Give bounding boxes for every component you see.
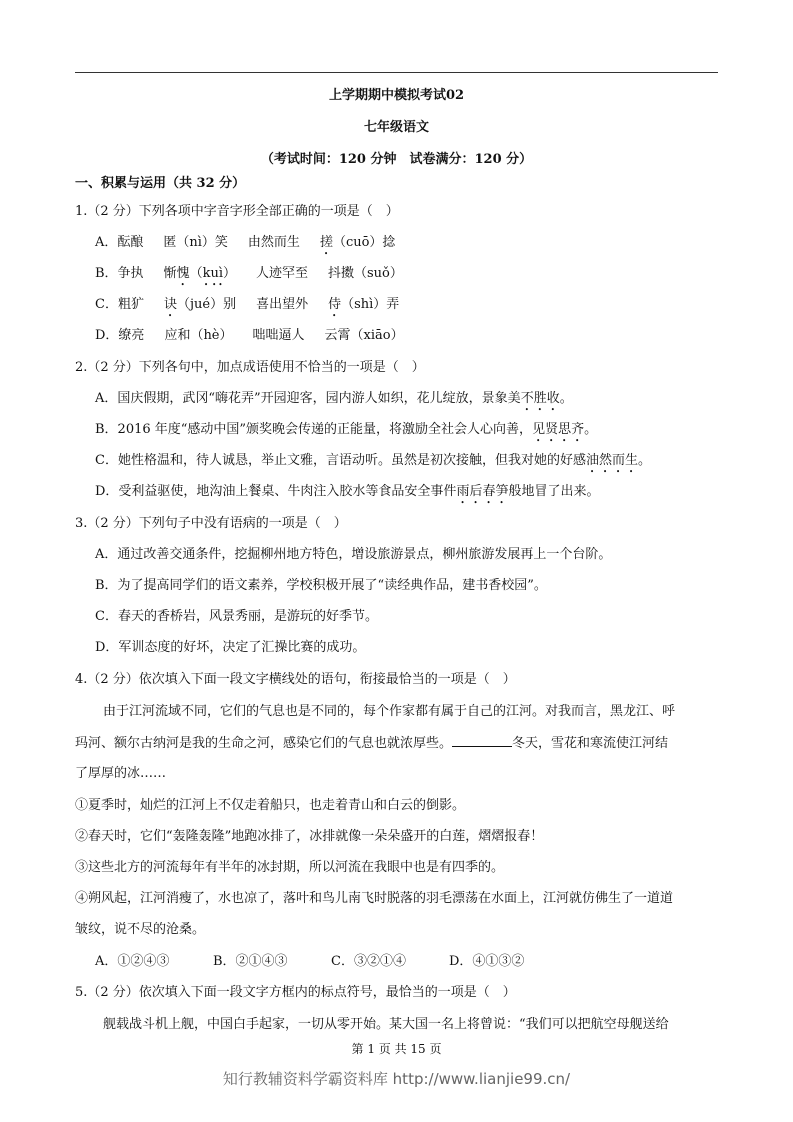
exam-info: （考试时间：120 分钟 试卷满分：120 分） <box>260 152 533 167</box>
question-3-option-a: A．通过改善交通条件，挖掘柳州地方特色，增设旅游景点，柳州旅游发展再上一个台阶。 <box>95 547 612 562</box>
question-1-option-a: A．酝酿 匿（nì）笑 由然而生 搓（cuō）捻 <box>95 235 396 250</box>
header-rule <box>75 72 718 73</box>
question-2-option-b: B．2016 年度“感动中国”颁奖晚会传递的正能量，将激励全社会人心向善，见贤思齐。 <box>95 422 598 437</box>
page-title: 上学期期中模拟考试02 <box>328 88 465 103</box>
question-1-option-c: C．粗犷 诀（jué）别 喜出望外 侍（shì）弄 <box>95 297 400 312</box>
question-4-passage-line-1: 由于江河流域不同，它们的气息也是不同的，每个作家都有属于自己的江河。对我而言，黑龙江、呼 <box>103 704 676 719</box>
question-4-sentence-4-cont: 皱纹，说不尽的沧桑。 <box>75 922 206 937</box>
question-4-sentence-1: ①夏季时，灿烂的江河上不仅走着船只，也走着青山和白云的倒影。 <box>75 798 466 813</box>
page-subtitle: 七年级语文 <box>363 120 429 135</box>
section-heading: 一、积累与运用（共 32 分） <box>75 176 246 191</box>
watermark-text: 知行教辅资料学霸资料库 http://www.lianjie99.cn/ <box>222 1070 571 1088</box>
question-4-stem: 4.（2 分）依次填入下面一段文字横线处的语句，衔接最恰当的一项是（ ） <box>75 672 516 687</box>
question-4-passage-line-3: 了厚厚的冰…… <box>75 766 167 781</box>
question-1-option-b: B．争执 惭愧（kuì） 人迹罕至 抖擞（suǒ） <box>95 266 403 281</box>
question-3-option-b: B．为了提高同学们的语文素养，学校积极开展了“读经典作品，建书香校园”。 <box>95 578 547 593</box>
question-3-option-c: C．春天的香桥岩，风景秀丽，是游玩的好季节。 <box>95 609 378 624</box>
question-4-sentence-3: ③这些北方的河流每年有半年的冰封期，所以河流在我眼中也是有四季的。 <box>75 860 505 875</box>
question-4-sentence-4: ④朔风起，江河消瘦了，水也凉了，落叶和鸟儿南飞时脱落的羽毛漂荡在水面上，江河就仿佛生了一道道 <box>75 891 674 906</box>
question-1-stem: 1.（2 分）下列各项中字音字形全部正确的一项是（ ） <box>75 204 399 219</box>
question-2-option-a: A．国庆假期，武冈“嗨花弄”开园迎客，园内游人如织，花儿绽放，景象美不胜收。 <box>95 391 573 406</box>
question-5-stem: 5.（2 分）依次填入下面一段文字方框内的标点符号，最恰当的一项是（ ） <box>75 985 516 1000</box>
question-2-stem: 2.（2 分）下列各句中，加点成语使用不恰当的一项是（ ） <box>75 360 425 375</box>
question-4-passage-line-2: 玛河、额尔古纳河是我的生命之河，感染它们的气息也就浓厚些。 冬天，雪花和寒流使江河结 <box>75 736 669 751</box>
page-number: 第 1 页 共 15 页 <box>351 1042 442 1056</box>
question-2-option-c: C．她性格温和，待人诚恳，举止文雅，言语动听。虽然是初次接触，但我对她的好感油然而生。 <box>95 453 651 468</box>
question-4-choices: A．①②④③ B．②①④③ C．③②①④ D．④①③② <box>95 954 525 969</box>
question-3-stem: 3.（2 分）下列句子中没有语病的一项是（ ） <box>75 516 347 531</box>
question-4-sentence-2: ②春天时，它们“轰隆轰隆”地跑冰排了，冰排就像一朵朵盛开的白莲，熠熠报春！ <box>75 829 544 844</box>
answer-blank[interactable] <box>452 734 512 747</box>
question-2-option-d: D．受利益驱使，地沟油上餐桌、牛肉注入胶水等食品安全事件雨后春笋般地冒了出来。 <box>95 484 600 499</box>
question-5-passage-line-1: 舰载战斗机上舰，中国白手起家，一切从零开始。某大国一名上将曾说：“我们可以把航空母舰送给 <box>103 1017 669 1032</box>
question-3-option-d: D．军训态度的好坏，决定了汇操比赛的成功。 <box>95 640 366 655</box>
question-1-option-d: D．缭亮 应和（hè） 咄咄逼人 云霄（xiāo） <box>95 328 404 343</box>
